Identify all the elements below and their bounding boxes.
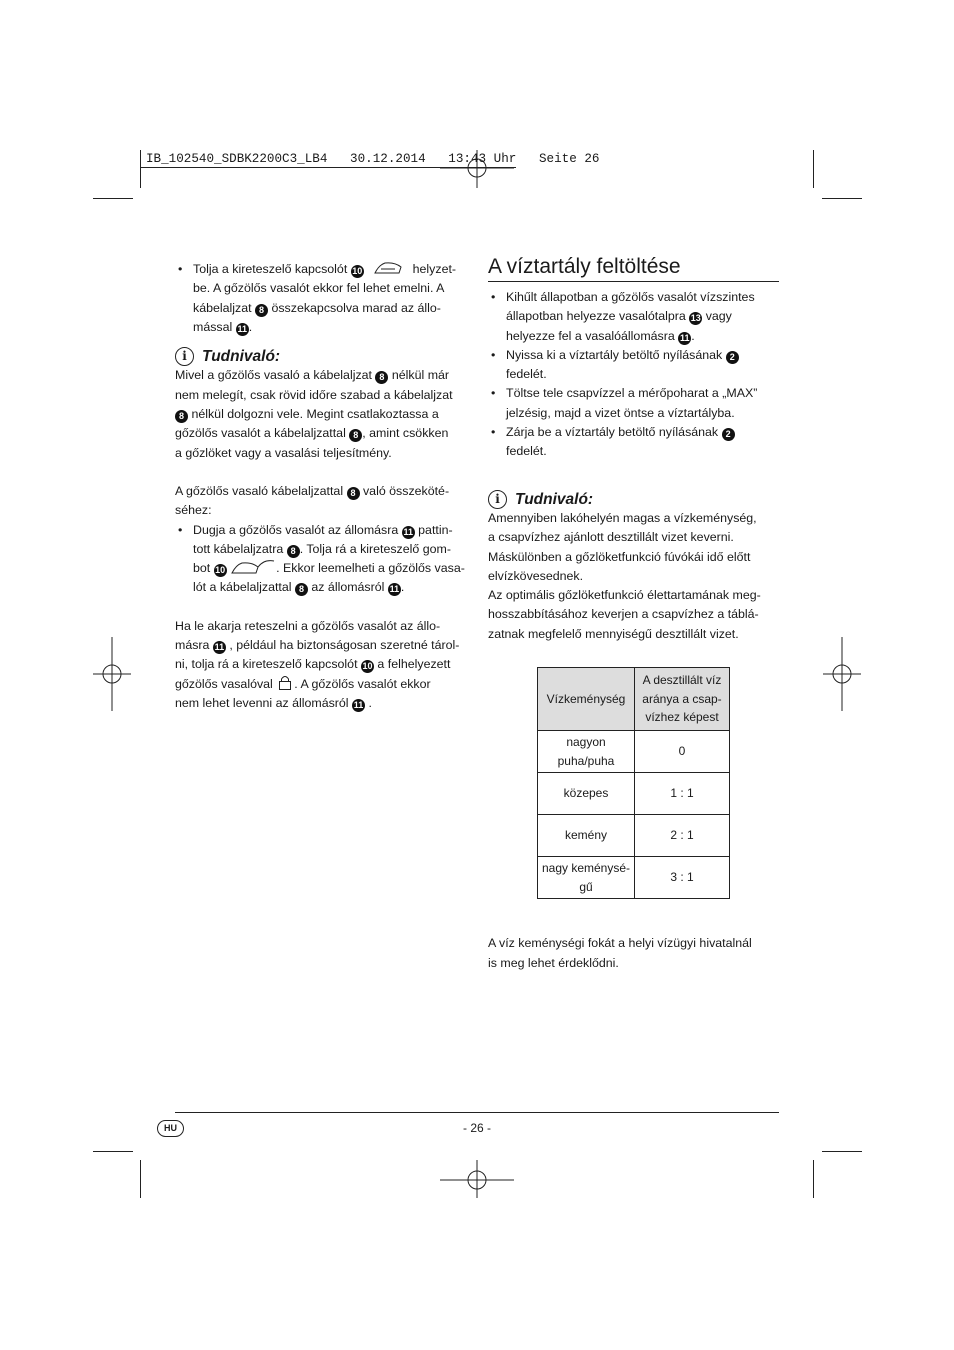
title-rule [488,281,779,282]
iron-removed-icon [230,559,276,575]
fill-step: • Nyissa ki a víztartály betöltő nyílásának 2 fedelét. [488,346,780,385]
intro-bullet: • Tolja a kireteszelő kapcsolót 10 helyzet- be. A gőzölős vasalót ekkor fel lehet emelni. A kábelaljzat 8 összekapcsolva marad az állo- mással 11 . [175,260,467,337]
print-slug: IB_102540_SDBK2200C3_LB4 30.12.2014 13:43 Uhr Seite 26 [146,152,600,166]
table-row: nagyon puha/puha 0 [538,731,730,773]
left-column [175,260,467,713]
note-heading: i Tudnivaló: [488,490,780,509]
language-badge: HU [157,1120,184,1137]
fill-step: • Zárja be a víztartály betöltő nyílásának 2 fedelét. [488,423,780,462]
footer-rule [175,1112,779,1113]
note-heading: i Tudnivaló: [175,347,467,366]
ref-number: 11 [237,323,247,334]
page-number: - 26 - [462,1121,491,1135]
footer-note: A víz keménységi fokát a helyi vízügyi hivatalnál is meg lehet érdeklődni. [488,936,752,970]
fill-step: • Kihűlt állapotban a gőzölős vasalót vízszintes állapotban helyezze vasalótalpra 13 vagy helyezze fel a vasalóállomásra 11 . [488,288,780,346]
ref-number: 8 [255,304,268,317]
table-row: közepes 1 : 1 [538,773,730,815]
section-title: A víztartály feltöltése [488,255,681,278]
table-header: A desztillált víz aránya a csap- vízhez képest [635,668,730,731]
connect-bullet: • Dugja a gőzölős vasalót az állomásra 11 pattin- tott kábelaljzatra 8 . Tolja rá a kireteszelő gom- bot 10 . Ekkor leemelheti a gőzölős vasa- lót a kábelaljzattal 8 az állomásról 11 . [175,521,467,598]
ref-number: 10 [352,266,363,276]
info-icon: i [175,347,194,366]
fill-step: • Töltse tele csapvízzel a mérőpoharat a „MAX” jelzésig, majd a vizet öntse a víztartályba. [488,384,780,423]
table-row: kemény 2 : 1 [538,815,730,857]
connect-intro: A gőzölős vasaló kábelaljzattal 8 való összeköté- séhez: [175,483,450,518]
hardness-table [537,667,730,899]
note-text: Mivel a gőzölős vasaló a kábelaljzat 8 nélkül már nem melegít, csak rövid időre szabad a kábelaljzat 8 nélkül dolgozni vele. Megint csatlakoztassa a gőzölős vasalót a kábelaljzattal 8 , amint csökken a gőzlöket vagy a vasalási teljesítmény. [175,368,453,460]
note-text: Amennyiben lakóhelyén magas a vízkeménység, a csapvízhez ajánlott desztillált vizet keverni. Máskülönben a gőzlöketfunkció fúvókái idő előtt elvízkövesednek. Az optimális gőzlöketfunkció élettartamának meg- hosszabbításához keverjen a csapvízhez a táblá- zatnak megfelelő mennyiségű desztillált vizet. [488,510,761,641]
right-column [488,288,780,644]
slug-underline [140,167,516,168]
iron-unlocked-icon [373,261,403,275]
table-header: Vízkeménység [538,668,635,731]
info-icon: i [488,490,507,509]
lock-paragraph: Ha le akarja reteszelni a gőzölős vasalót az állo- másra 11 , például ha biztonságosan szeretné tárol- ni, tolja rá a kireteszelő kapcsolót 10 a felhelyezett gőzölős vasalóval . A gőzölős vasalót ekkor nem lehet levenni az állomásról 11 . [175,618,460,710]
lock-icon [278,675,292,690]
table-row: nagy keménysé- gű 3 : 1 [538,857,730,899]
